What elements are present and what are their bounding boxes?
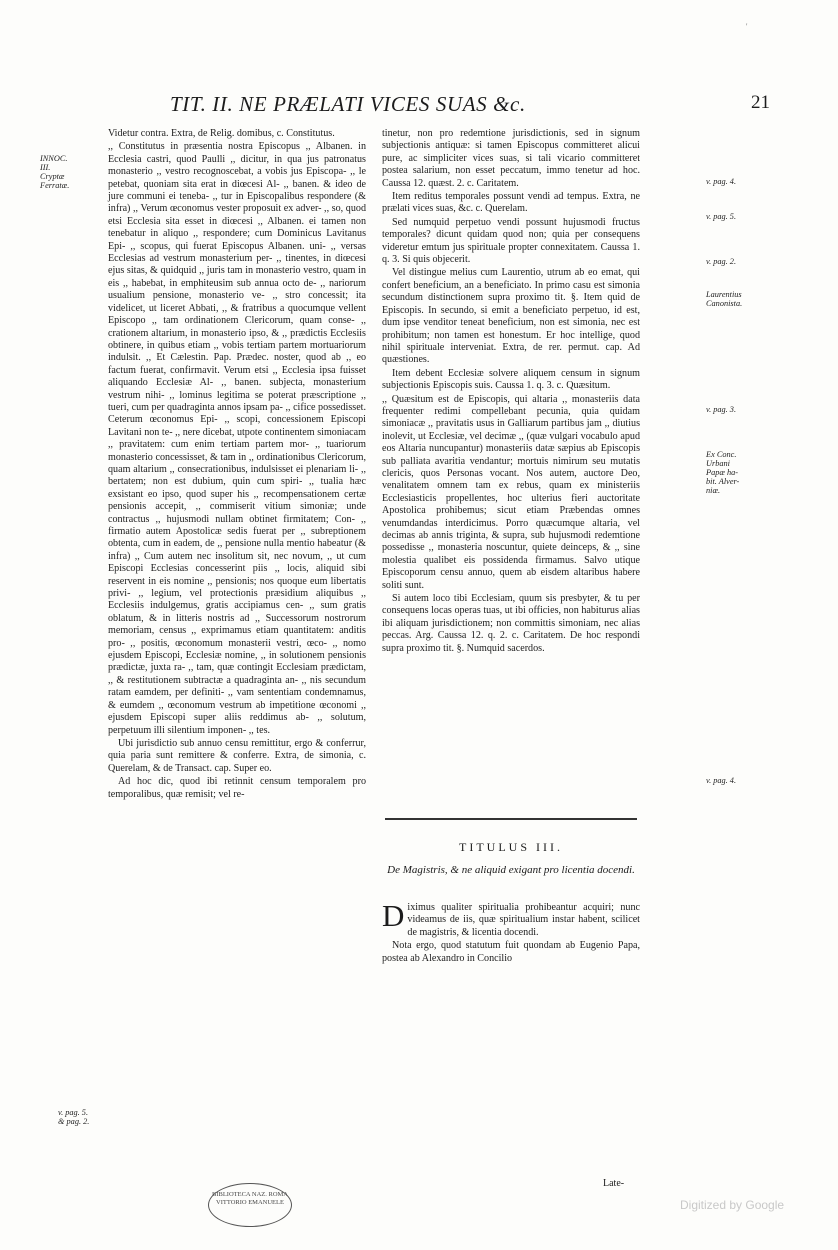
right-column <box>382 128 640 655</box>
section-heading: TITULUS III. <box>459 840 563 854</box>
section-subheading: De Magistris, & ne aliquid exigant pro licentia docendi. <box>387 864 635 876</box>
catchword: Late- <box>603 1178 625 1189</box>
paragraph: Ubi jurisdictio sub annuo censu remittitur, ergo & conferrur, quia paria sunt remittere & conferre. Extra, de simonia, c. Querelam, & de Transact. cap. Super eo. <box>108 737 366 774</box>
digitization-watermark: Digitized by Google <box>680 1198 785 1212</box>
paragraph: Item reditus temporales possunt vendi ad tempus. Extra, ne prælati vices suas, &c. c. Querelam. <box>382 191 640 215</box>
section-body <box>382 898 640 965</box>
corner-mark: ' <box>746 22 748 31</box>
margin-note-page-ref: v. pag. 4. <box>706 177 737 186</box>
section-divider <box>385 818 637 820</box>
running-title: TIT. II. NE PRÆLATI VICES SUAS &c. <box>170 92 526 116</box>
margin-note-page-ref: v. pag. 5. & pag. 2. <box>58 1108 90 1126</box>
paragraph: Vel distingue melius cum Laurentio, utrum ab eo emat, qui confert beneficium, an a beneficiato. In primo casu est simonia secundum distinctionem supra proximo tit. §. Item quid de Episcopis. In secundo, si emit a beneficiato perpetuo, id est, dum ipse venditor teneat beneficium, non est simonia, nec est prohibitum; non tamen est honestum. Er hoc intellige, quod nihil spirituale interveniat. Extra, de rer. permut. cap. Ad quæstiones. <box>382 267 640 366</box>
margin-note-page-ref: v. pag. 4. <box>706 776 737 785</box>
paragraph: tinetur, non pro redemtione jurisdictionis, sed in signum subjectionis antiquæ: si tamen Episcopus committeret alicui pure, ac simpliciter vices suas, si tali vicario committeret postea salarium, non esset peccatum, immo tenetur ad hoc. Caussa 12. quæst. 2. c. Caritatem. <box>382 128 640 189</box>
paragraph: Videtur contra. Extra, de Relig. domibus, c. Constitutus. <box>108 128 335 139</box>
library-stamp: BIBLIOTECA NAZ. ROMA VITTORIO EMANUELE <box>208 1183 292 1227</box>
margin-note-laurentius: Laurentius Canonista. <box>706 290 743 308</box>
margin-note-page-ref: v. pag. 5. <box>706 212 737 221</box>
margin-note-council: Ex Conc. Urbani Papæ ha- bit. Alver- niæ. <box>706 450 740 495</box>
paragraph: Si autem loco tibi Ecclesiam, quum sis presbyter, & tu per consequens locas operas tuas, ut ibi officies, non habiturus alias ibi aliquam jurisdictionem; non committis simoniam, nec alias peccas. Arg. Caussa 12. q. 2. c. Caritatem. De hoc respondi supra proximo tit. §. Numquid sacerdos. <box>382 593 640 654</box>
paragraph: Nota ergo, quod statutum fuit quondam ab Eugenio Papa, postea ab Alexandro in Concilio <box>382 940 640 964</box>
margin-note-innoc: INNOC. III. Cryptæ Ferratæ. <box>40 154 70 190</box>
left-column <box>108 128 366 801</box>
paragraph: Ad hoc dic, quod ibi retinnit censum temporalem pro temporalibus, quæ remisit; vel re- <box>108 776 366 800</box>
page-number: 21 <box>751 92 770 113</box>
quoted-decretal: ,, Constitutus in præsentia nostra Episcopus ,, Albanen. in Ecclesia castri, quod Paulli ,, dicitur, in qua jus patronatus monasterio ,, vestro recognoscebat, a vobis jus Episcopa- ,, le petebat, quoniam sita erat in diœcesi Al- ,, banen. & ideo de jure communi ei teneba- ,, tur in Episcopalibus respondere (& infra) ,, Verum œconomus vester proposuit ex adver- ,, so, quod etsi Ecclesia sita esset in diœcesi ,, Albanen. ei tamen non tenebatur in aliquo ,, respondere; cum Dominicus Lavitanus Epi- ,, scopus, qui fuerat Episcopus Albanen. uni- ,, versas Ecclesias ad vestrum monasterium per- ,, tinentes, in diœcesi ejus sitas, & quidquid ,, juris tam in monasterio vestro, quam in eis ,, habebat, in emphiteusim sub annua octo de- ,, nariorum usualium pensione, monasterio ve- ,, stro concessit; ita videlicet, ut liceret Abbati, ,, & fratribus a quocumque vellent Episcopo ,, tam ordinationem Clericorum, quam conse- ,, crationem altarium, in monasterio ipso, & ,, prædictis Ecclesiis obtinere, in quibus etiam ,, vobis tertiam partem mortuariorum indulsit. ,, Et Cælestin. Pap. Prædec. noster, quod ab ,, eo factum fuerat, confirmavit. Verum etsi ,, Ecclesia ipsa fuisset aliquando Ecclesiæ Al- ,, banen. subjecta, monasterium vestrum nihi- ,, lominus legitima se poterat præscriptione ,, tueri, cum per quadraginta annos ipsam pa- ,, cifice possedisset. Ceterum œconomus Epi- ,, scopi, concessionem Episcopi Lavitani non te- ,, nere dicebat, utpote continentem simoniacam ,, pravitatem: cum enim tertiam partem mor- ,, tuariorum monasterio concessisset, & tam in ,, ordinationibus Clericorum, quam altarium ,, consecrationibus, indulsisset ei plenariam li- ,, bertatem; non est dubium, quin cum spiri- ,, tualia hæc exsistant eo ipso, quod super his ,, recompensationem certæ pensionis accepit, ,, commiserit vitium simoniæ; unde contractus ,, hujusmodi nullam obtinet firmitatem; Con- ,, firmatio autem Apostolicæ sedis fuerat per ,, subreptionem obtenta, cum in eadem, de ,, pensione nulla mentio habeatur (& infra) ,, Cum autem nec insolitum sit, nec novum, ,, ut cum Episcopi Ecclesias concesserint piis ,, locis, aliquid sibi reservent in eis nomine ,, pensionis; nos quoque eum libertatis privi- ,, legium, vel protectionis præsidium aliquibus ,, Ecclesiis indulgemus, gratis accipiamus cen- ,, sum gratis oblatum, & in litteris nostris ad ,, Successorum nostrorum memoriam, census ,, exprimamus etiam quantitatem: anditis pro- ,, positis, œconomum monasterii vestri, œco- ,, nomo ejusdem Episcopi, Ecclesiæ nomine, ,, in solutionem pensionis prædictæ, juxta ra- ,, tam, quæ contingit Ecclesiam prædictam, ,, & restitutionem subtractæ a quadraginta an- ,, nis secundum ratam eamdem, per definiti- ,, vam sententiam condemnamus, & eumdem ,, œconomum vestrum ab impetitione œconomi ,, ejusdem Episcopi super aliis reddimus ab- ,, solutum, perpetuum illi silentium imponen- ,, tes. <box>108 141 366 736</box>
margin-note-page-ref: v. pag. 3. <box>706 405 737 414</box>
paragraph: Diximus qualiter spiritualia prohibeantur acquiri; nunc videamus de iis, quæ spiritualium instar habent, scilicet de magistris, & licentia docendi. <box>382 898 640 938</box>
paragraph: Item debent Ecclesiæ solvere aliquem censum in signum subjectionis Episcopis suis. Caussa 1. q. 3. c. Quæsitum. <box>382 367 640 392</box>
page-header <box>170 92 770 122</box>
margin-note-page-ref: v. pag. 2. <box>706 257 737 266</box>
quoted-canon: ,, Quæsitum est de Episcopis, qui altaria ,, monasteriis data frequenter redimi compellebant pecunia, quia quidam simoniacæ ,, pravitatis usus in Galliarum partibus jam ,, diutius inolevit, ut Ecclesiæ, vel decimæ ,, (quæ vulgari vocabulo apud eos Altaria nuncupantur) monasteriis datæ sæpius ab Episcopis sub palliata avaritia vendantur; mortuis nimirum seu mutatis clericis, quos Personas vocant. Nos autem, auctore Deo, venalitatem omnem tam ex rebus, quam ex ministeriis Ecclesiasticis propellentes, hoc ulterius fieri auctoritate Apostolica prohibemus; sicut etiam Præbendas omnes venumdandas interdicimus. Porro quæcumque altaria, vel decimas ab annis triginta, & supra, sub hujusmodi redemtione possedisse ,, monasteria noscuntur, quiete deinceps, & ,, sine molestia qualibet eis possidenda firmamus. Salvo utique Episcoporum censu annuo, quem ab eisdem altaribus habere soliti sunt. <box>382 393 640 591</box>
paragraph: Sed numquid perpetuo vendi possunt hujusmodi fructus temporales? dicunt quidam quod non; quia per consequens videretur emtum jus spirituale propter connexitatem. Caussa 1. q. 3. Si quis objecerit. <box>382 216 640 266</box>
